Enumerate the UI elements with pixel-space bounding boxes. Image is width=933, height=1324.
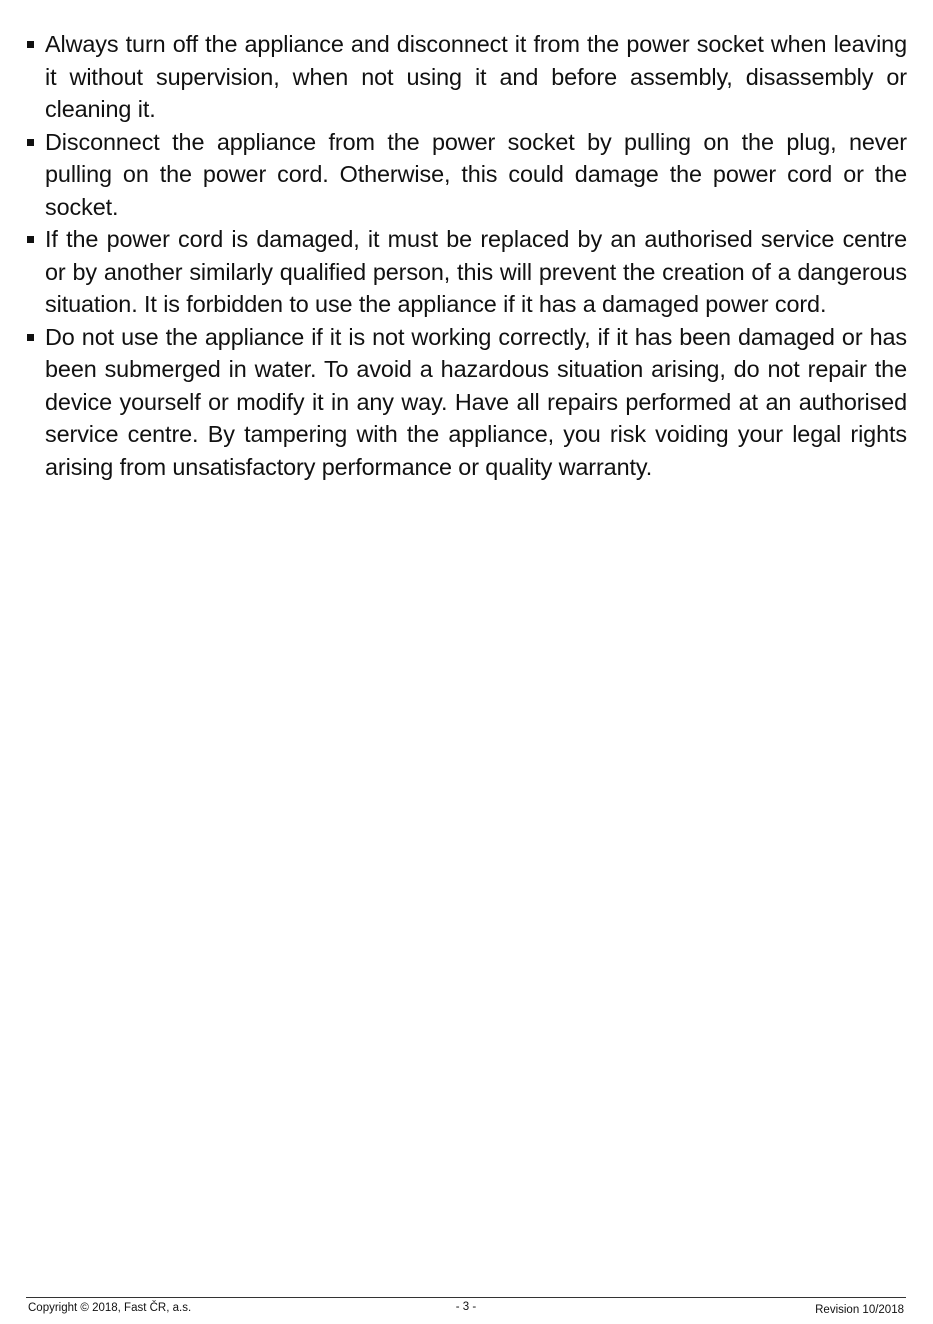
list-item: [26, 321, 907, 484]
square-bullet-icon: [27, 139, 34, 146]
list-item-text: Disconnect the appliance from the power socket by pulling on the plug, never pulling on the power cord. Otherwise, this could damage the power cord or the socket.: [45, 128, 907, 220]
document-body: [26, 28, 907, 483]
list-item-text: Always turn off the appliance and disconnect it from the power socket when leaving it without supervision, when not using it and before assembly, disassembly or cleaning it.: [45, 31, 907, 122]
footer-page-number: - 3 -: [455, 1301, 477, 1313]
list-item: [26, 126, 907, 224]
square-bullet-icon: [27, 41, 34, 48]
square-bullet-icon: [27, 236, 34, 243]
list-item: [26, 28, 907, 126]
footer-revision: Revision 10/2018: [815, 1304, 904, 1316]
list-item-text: If the power cord is damaged, it must be replaced by an authorised service centre or by another similarly qualified person, this will prevent the creation of a dangerous situation. It is forbidden to use the appliance if it has a damaged power cord.: [45, 226, 907, 317]
list-item: [26, 223, 907, 321]
page-footer: [26, 1297, 906, 1320]
square-bullet-icon: [27, 334, 34, 341]
safety-instructions-list: [26, 28, 907, 483]
footer-copyright: Copyright © 2018, Fast ČR, a.s.: [28, 1302, 192, 1314]
list-item-text: Do not use the appliance if it is not working correctly, if it has been damaged or has been submerged in water. To avoid a hazardous situation arising, do not repair the device yourself or modify it in any way. Have all repairs performed at an authorised service centre. By tampering with the appliance, you risk voiding your legal rights arising from unsatisfactory performance or quality warranty.: [45, 323, 907, 480]
